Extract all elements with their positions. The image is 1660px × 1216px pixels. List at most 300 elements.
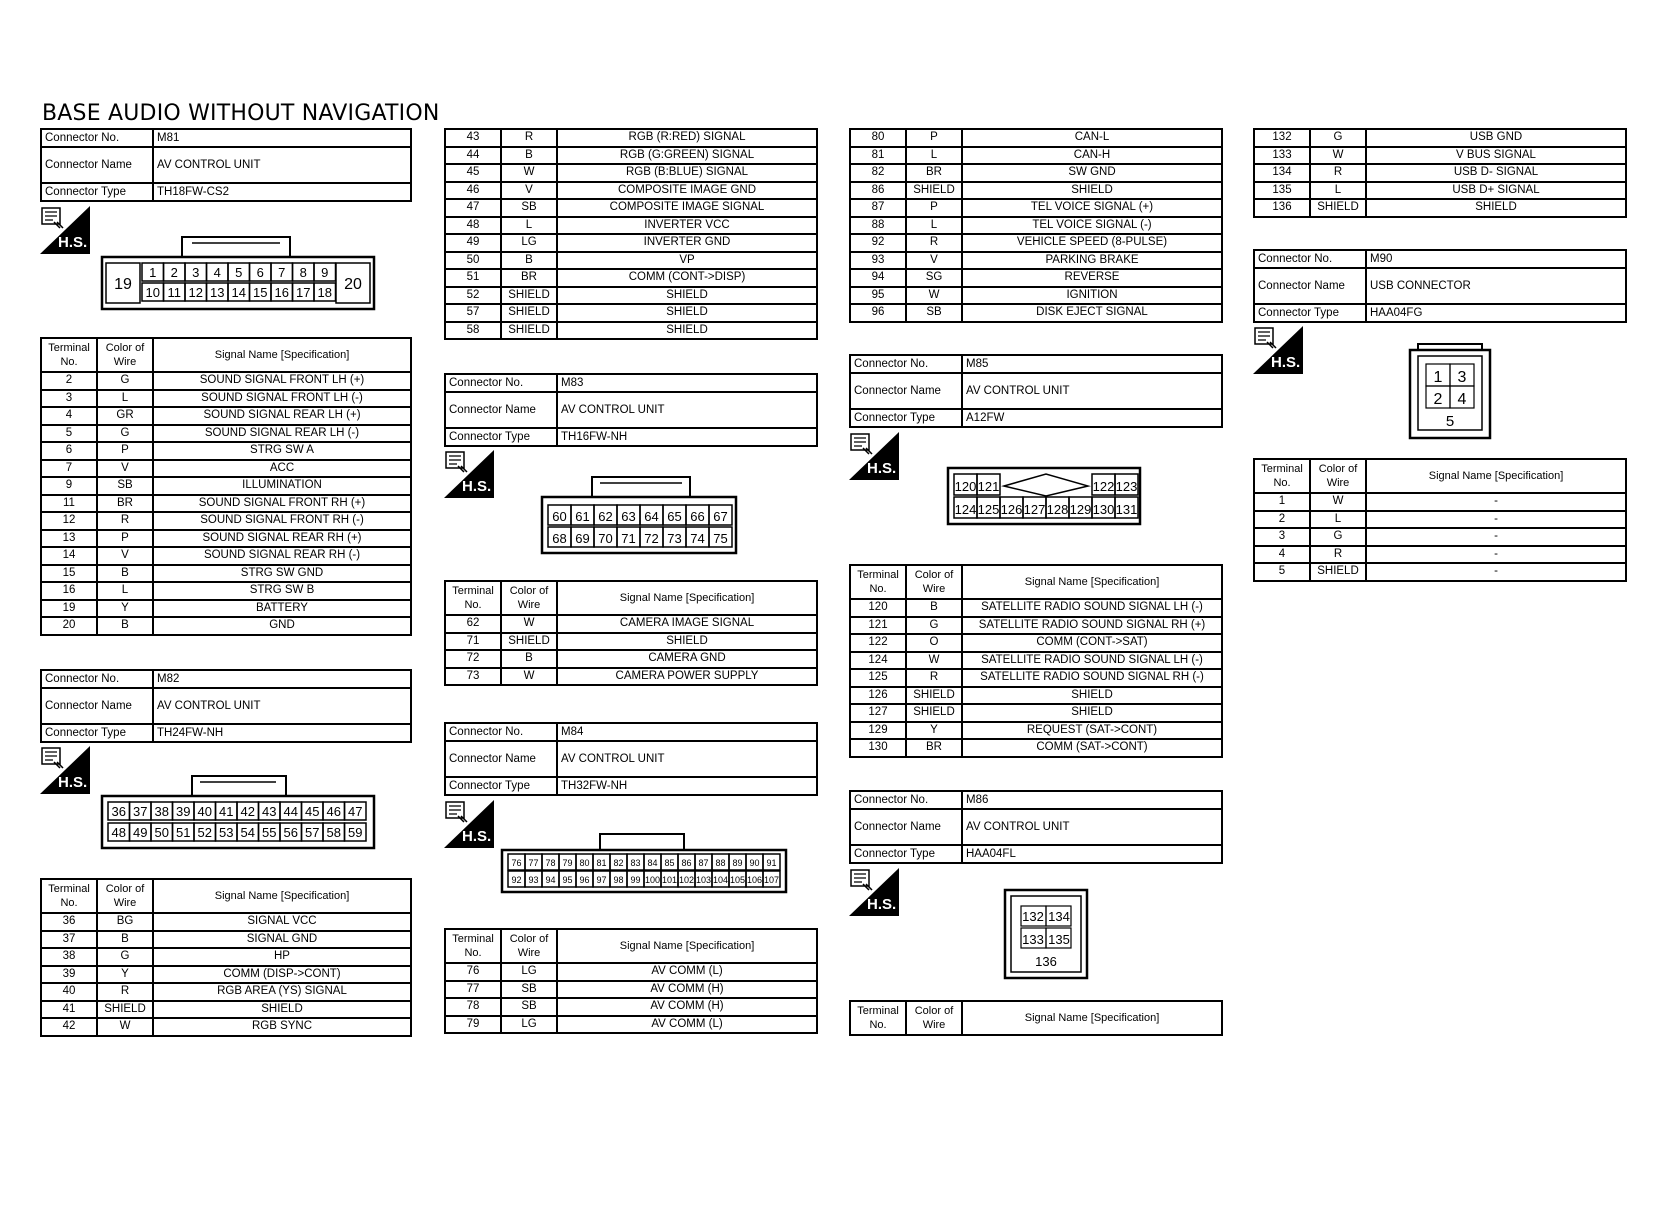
wire-color: BR: [906, 164, 962, 182]
signal-name: SIGNAL VCC: [153, 913, 411, 931]
signal-table-m83: [444, 580, 818, 686]
connector-info-m81: [40, 128, 412, 202]
pin-cell: [259, 802, 281, 820]
terminal-no: 92: [850, 234, 906, 252]
pin-number: 71: [621, 531, 636, 546]
pin-cell: [525, 871, 542, 887]
pin-number: 3: [192, 265, 200, 280]
pin-number: 125: [977, 502, 1000, 517]
pin-number: 60: [552, 509, 567, 524]
table-row: [1254, 546, 1626, 564]
info-label: Connector Name: [850, 373, 962, 409]
pin-cell: [593, 854, 610, 870]
connector-info-m83: [444, 373, 818, 447]
pin-cell: [250, 283, 272, 301]
pin-number: 4: [213, 265, 221, 280]
info-label: Connector Type: [445, 777, 557, 795]
terminal-no-header: Terminal No.: [850, 565, 906, 599]
wire-color: O: [906, 634, 962, 652]
pin-cell: [1092, 497, 1115, 518]
connector-info-m84: [444, 722, 818, 796]
harness-side-icon: [849, 868, 899, 916]
pin-number: 49: [133, 825, 148, 840]
wire-color: B: [501, 147, 557, 165]
signal-name: USB D+ SIGNAL: [1366, 182, 1626, 200]
pin-cell: [151, 802, 173, 820]
pin-cell: [293, 263, 315, 281]
signal-name: REQUEST (SAT->CONT): [962, 722, 1222, 740]
pin-number: 129: [1069, 502, 1092, 517]
wire-color: B: [501, 650, 557, 668]
pin-cell: [686, 527, 709, 547]
pin-cell: [1023, 497, 1046, 518]
wire-color: B: [501, 252, 557, 270]
pin-number: 82: [613, 858, 624, 868]
signal-name: BATTERY: [153, 600, 411, 618]
info-label: Connector Type: [445, 428, 557, 446]
wire-color: L: [906, 217, 962, 235]
table-row: [445, 269, 817, 287]
terminal-no: 121: [850, 617, 906, 635]
wire-color: SHIELD: [1310, 563, 1366, 581]
terminal-no: 3: [41, 390, 97, 408]
hs-label: H.S.: [462, 478, 492, 495]
table-row: [445, 287, 817, 305]
signal-table-header: [445, 581, 817, 615]
wire-color: LG: [501, 1016, 557, 1034]
info-value: M81: [153, 129, 411, 147]
terminal-no: 125: [850, 669, 906, 687]
terminal-no: 40: [41, 983, 97, 1001]
table-row: [1254, 147, 1626, 165]
pin-cell: [207, 263, 229, 281]
pin-cell: [525, 854, 542, 870]
signal-table-header: [850, 1001, 1222, 1035]
signal-name: COMPOSITE IMAGE GND: [557, 182, 817, 200]
page-title: BASE AUDIO WITHOUT NAVIGATION: [42, 101, 440, 126]
terminal-no: 71: [445, 633, 501, 651]
pin-cell: [345, 802, 367, 820]
terminal-no: 136: [1254, 199, 1310, 217]
pin-number: 123: [1115, 479, 1138, 494]
table-row: [445, 633, 817, 651]
pin-cell: [314, 263, 336, 281]
table-row: [1254, 493, 1626, 511]
connector-info-m90: [1253, 249, 1627, 323]
wire-color: V: [501, 182, 557, 200]
signal-table-m86: [849, 1000, 1223, 1036]
info-label: Connector Type: [41, 724, 153, 742]
terminal-no: 73: [445, 668, 501, 686]
pin-number: 45: [305, 804, 320, 819]
hs-label: H.S.: [867, 460, 897, 477]
pin-cell: [576, 854, 593, 870]
wire-color: R: [906, 234, 962, 252]
pin-number: 16: [274, 285, 289, 300]
terminal-no: 126: [850, 687, 906, 705]
signal-name: SOUND SIGNAL REAR LH (-): [153, 425, 411, 443]
pin-number: 44: [283, 804, 298, 819]
terminal-no: 72: [445, 650, 501, 668]
pin-cell: [729, 871, 746, 887]
table-row: [41, 983, 411, 1001]
info-value: HAA04FG: [1366, 304, 1626, 322]
pin-number: 81: [596, 858, 607, 868]
table-row: [850, 617, 1222, 635]
wire-color: W: [97, 1018, 153, 1036]
pin-number: 2: [170, 265, 178, 280]
table-row: [1254, 129, 1626, 147]
pin-cell: [617, 527, 640, 547]
pin-number: 12: [188, 285, 203, 300]
info-label: Connector Name: [41, 147, 153, 183]
terminal-no: 5: [41, 425, 97, 443]
wire-color: SHIELD: [501, 287, 557, 305]
pin-number: 5: [235, 265, 243, 280]
info-label: Connector Name: [445, 392, 557, 428]
wire-color: G: [906, 617, 962, 635]
terminal-no: 81: [850, 147, 906, 165]
table-row: [850, 164, 1222, 182]
table-row: [41, 442, 411, 460]
terminal-no: 41: [41, 1001, 97, 1019]
signal-name: RGB (R:RED) SIGNAL: [557, 129, 817, 147]
wire-color: R: [1310, 164, 1366, 182]
signal-name: RGB AREA (YS) SIGNAL: [153, 983, 411, 1001]
signal-name: SOUND SIGNAL REAR RH (-): [153, 547, 411, 565]
pin-number: 86: [681, 858, 692, 868]
signal-name: SATELLITE RADIO SOUND SIGNAL RH (-): [962, 669, 1222, 687]
table-row: [41, 477, 411, 495]
signal-name: SHIELD: [557, 287, 817, 305]
table-row: [41, 390, 411, 408]
pin-cell: [293, 283, 315, 301]
wire-color: SB: [501, 199, 557, 217]
hs-label: H.S.: [58, 234, 88, 251]
terminal-no: 7: [41, 460, 97, 478]
pin-number: 36: [111, 804, 126, 819]
signal-name: CAN-L: [962, 129, 1222, 147]
signal-name: -: [1366, 511, 1626, 529]
pin-number: 85: [664, 858, 675, 868]
pin-cell: [185, 263, 207, 281]
signal-name: COMM (DISP->CONT): [153, 966, 411, 984]
harness-side-icon: [40, 746, 90, 794]
pin-cell: [542, 854, 559, 870]
pin-number: 101: [661, 875, 678, 885]
table-row: [850, 287, 1222, 305]
signal-name: STRG SW B: [153, 582, 411, 600]
pin-number: 73: [667, 531, 682, 546]
wire-color: W: [906, 287, 962, 305]
info-label: Connector No.: [850, 791, 962, 809]
pin-cell: [709, 527, 732, 547]
terminal-no: 124: [850, 652, 906, 670]
terminal-no: 13: [41, 530, 97, 548]
pin-number: 126: [1000, 502, 1023, 517]
signal-name: PARKING BRAKE: [962, 252, 1222, 270]
table-row: [445, 182, 817, 200]
signal-name: INVERTER GND: [557, 234, 817, 252]
terminal-no: 43: [445, 129, 501, 147]
pin-number: 63: [621, 509, 636, 524]
pin-cell: [695, 854, 712, 870]
signal-table-header: [445, 929, 817, 963]
pin-number: 124: [954, 502, 977, 517]
terminal-no: 127: [850, 704, 906, 722]
pin-cell: [1115, 497, 1138, 518]
signal-name: ILLUMINATION: [153, 477, 411, 495]
pin-number: 13: [210, 285, 225, 300]
terminal-no: 76: [445, 963, 501, 981]
pin-cell: [678, 854, 695, 870]
wire-color: L: [1310, 511, 1366, 529]
terminal-no: 45: [445, 164, 501, 182]
wire-color: SHIELD: [501, 304, 557, 322]
pin-number: 14: [231, 285, 246, 300]
pin-cell: [644, 854, 661, 870]
pin-cell: [508, 871, 525, 887]
wire-color: SHIELD: [97, 1001, 153, 1019]
wire-color: Y: [97, 600, 153, 618]
pin-number: 70: [598, 531, 613, 546]
pin-number: 7: [278, 265, 286, 280]
pin-cell: [173, 802, 195, 820]
signal-name-header: Signal Name [Specification]: [153, 338, 411, 372]
wire-color-header: Color of Wire: [97, 338, 153, 372]
pin-cell: [250, 263, 272, 281]
wire-color: R: [501, 129, 557, 147]
pin-cell: [729, 854, 746, 870]
pin-number: 120: [954, 479, 977, 494]
terminal-no: 96: [850, 304, 906, 322]
signal-table-header: [850, 565, 1222, 599]
signal-name: AV COMM (L): [557, 1016, 817, 1034]
terminal-no-header: Terminal No.: [445, 581, 501, 615]
info-label: Connector No.: [445, 374, 557, 392]
signal-name: TEL VOICE SIGNAL (+): [962, 199, 1222, 217]
wire-color: SHIELD: [501, 322, 557, 340]
pin-cell: [323, 823, 345, 841]
signal-name: TEL VOICE SIGNAL (-): [962, 217, 1222, 235]
wire-color-header: Color of Wire: [1310, 459, 1366, 493]
info-label: Connector Type: [850, 845, 962, 863]
pin-number: 94: [545, 875, 556, 885]
wire-color: G: [1310, 129, 1366, 147]
pin-cell: [663, 505, 686, 525]
pin-number: 62: [598, 509, 613, 524]
info-label: Connector Name: [1254, 268, 1366, 304]
connector-m83-face: [540, 473, 740, 557]
info-value: TH24FW-NH: [153, 724, 411, 742]
pin-cell: [130, 802, 152, 820]
pin-number: 5: [1445, 413, 1455, 430]
pin-cell: [678, 871, 695, 887]
info-value: HAA04FL: [962, 845, 1222, 863]
wire-color: B: [97, 617, 153, 635]
pin-number: 15: [253, 285, 268, 300]
pin-number: 17: [296, 285, 311, 300]
table-row: [850, 652, 1222, 670]
pin-cell: [185, 283, 207, 301]
wire-color: R: [97, 983, 153, 1001]
signal-name: SOUND SIGNAL FRONT LH (-): [153, 390, 411, 408]
signal-name: SHIELD: [557, 633, 817, 651]
wire-color: SHIELD: [1310, 199, 1366, 217]
table-row: [41, 966, 411, 984]
wire-color: L: [501, 217, 557, 235]
signal-table-m82b: [444, 128, 818, 340]
wire-color: B: [97, 565, 153, 583]
pin-cell: [173, 823, 195, 841]
signal-name: HP: [153, 948, 411, 966]
wire-color: P: [97, 530, 153, 548]
pin-cell: [259, 823, 281, 841]
wire-color: B: [906, 599, 962, 617]
wire-color: G: [97, 948, 153, 966]
pin-number: 121: [977, 479, 1000, 494]
table-row: [41, 600, 411, 618]
pin-cell: [164, 263, 186, 281]
pin-cell: [237, 823, 259, 841]
pin-number: 80: [579, 858, 590, 868]
signal-name: SHIELD: [1366, 199, 1626, 217]
table-row: [41, 948, 411, 966]
signal-table-m86b: [1253, 128, 1627, 218]
connector-m82-face: [100, 770, 380, 852]
wire-color: W: [501, 164, 557, 182]
info-label: Connector No.: [445, 723, 557, 741]
pin-number: 8: [299, 265, 307, 280]
signal-name: SOUND SIGNAL REAR LH (+): [153, 407, 411, 425]
pin-cell: [237, 802, 259, 820]
terminal-no: 12: [41, 512, 97, 530]
info-label: Connector Name: [41, 688, 153, 724]
table-row: [445, 199, 817, 217]
wire-color: G: [1310, 528, 1366, 546]
terminal-no: 93: [850, 252, 906, 270]
signal-name: CAMERA GND: [557, 650, 817, 668]
table-row: [1254, 528, 1626, 546]
wire-color: V: [97, 547, 153, 565]
pin-cell: [763, 854, 780, 870]
pin-cell: [323, 802, 345, 820]
table-row: [445, 998, 817, 1016]
pin-cell: [548, 505, 571, 525]
signal-name: AV COMM (H): [557, 998, 817, 1016]
signal-name: -: [1366, 563, 1626, 581]
connector-info-m85: [849, 354, 1223, 428]
signal-name: GND: [153, 617, 411, 635]
pin-number: 4: [1457, 391, 1467, 408]
terminal-no: 94: [850, 269, 906, 287]
table-row: [41, 407, 411, 425]
pin-cell: [1069, 497, 1092, 518]
pin-cell: [593, 871, 610, 887]
signal-table-m82: [40, 878, 412, 1037]
signal-name: SHIELD: [557, 304, 817, 322]
info-value: TH18FW-CS2: [153, 183, 411, 201]
signal-name: SHIELD: [962, 704, 1222, 722]
signal-name: RGB (G:GREEN) SIGNAL: [557, 147, 817, 165]
pin-number: 47: [348, 804, 363, 819]
terminal-no: 82: [850, 164, 906, 182]
wire-color: V: [906, 252, 962, 270]
signal-name: CAN-H: [962, 147, 1222, 165]
pin-cell: [977, 474, 1000, 495]
pin-number: 88: [715, 858, 726, 868]
pin-number: 57: [305, 825, 320, 840]
pin-cell: [108, 802, 130, 820]
table-row: [41, 495, 411, 513]
wire-color: SHIELD: [906, 687, 962, 705]
pin-cell: [280, 823, 302, 841]
terminal-no: 19: [41, 600, 97, 618]
signal-name: USB GND: [1366, 129, 1626, 147]
wire-color: SHIELD: [501, 633, 557, 651]
pin-cell: [280, 802, 302, 820]
info-value: M83: [557, 374, 817, 392]
signal-name: SATELLITE RADIO SOUND SIGNAL LH (-): [962, 652, 1222, 670]
wire-color: W: [1310, 493, 1366, 511]
pin-cell: [271, 283, 293, 301]
table-row: [445, 668, 817, 686]
info-value: AV CONTROL UNIT: [557, 741, 817, 777]
pin-number: 40: [197, 804, 212, 819]
terminal-no: 134: [1254, 164, 1310, 182]
info-value: AV CONTROL UNIT: [962, 809, 1222, 845]
signal-name: VEHICLE SPEED (8-PULSE): [962, 234, 1222, 252]
info-label: Connector Name: [850, 809, 962, 845]
table-row: [41, 372, 411, 390]
signal-name-header: Signal Name [Specification]: [962, 565, 1222, 599]
pin-number: 9: [321, 265, 329, 280]
table-row: [445, 650, 817, 668]
connector-info-m86: [849, 790, 1223, 864]
table-row: [41, 931, 411, 949]
terminal-no: 15: [41, 565, 97, 583]
pin-cell: [1115, 474, 1138, 495]
signal-name-header: Signal Name [Specification]: [962, 1001, 1222, 1035]
pin-cell: [151, 823, 173, 841]
terminal-no: 3: [1254, 528, 1310, 546]
pin-number: 2: [1433, 391, 1443, 408]
table-row: [850, 722, 1222, 740]
pin-cell: [712, 854, 729, 870]
signal-name-header: Signal Name [Specification]: [557, 929, 817, 963]
table-row: [445, 147, 817, 165]
pin-cell: [576, 871, 593, 887]
terminal-no: 80: [850, 129, 906, 147]
signal-name: V BUS SIGNAL: [1366, 147, 1626, 165]
terminal-no: 36: [41, 913, 97, 931]
terminal-no: 57: [445, 304, 501, 322]
info-value: USB CONNECTOR: [1366, 268, 1626, 304]
table-row: [850, 704, 1222, 722]
pin-number: 51: [176, 825, 191, 840]
pin-number: 127: [1023, 502, 1046, 517]
pin-cell: [610, 854, 627, 870]
pin-number: 42: [240, 804, 255, 819]
table-row: [1254, 199, 1626, 217]
wire-color: V: [97, 460, 153, 478]
wire-color: SHIELD: [906, 704, 962, 722]
signal-name: -: [1366, 528, 1626, 546]
table-row: [41, 425, 411, 443]
pin-number: 97: [596, 875, 607, 885]
pin-cell: [954, 497, 977, 518]
wire-color: W: [501, 668, 557, 686]
